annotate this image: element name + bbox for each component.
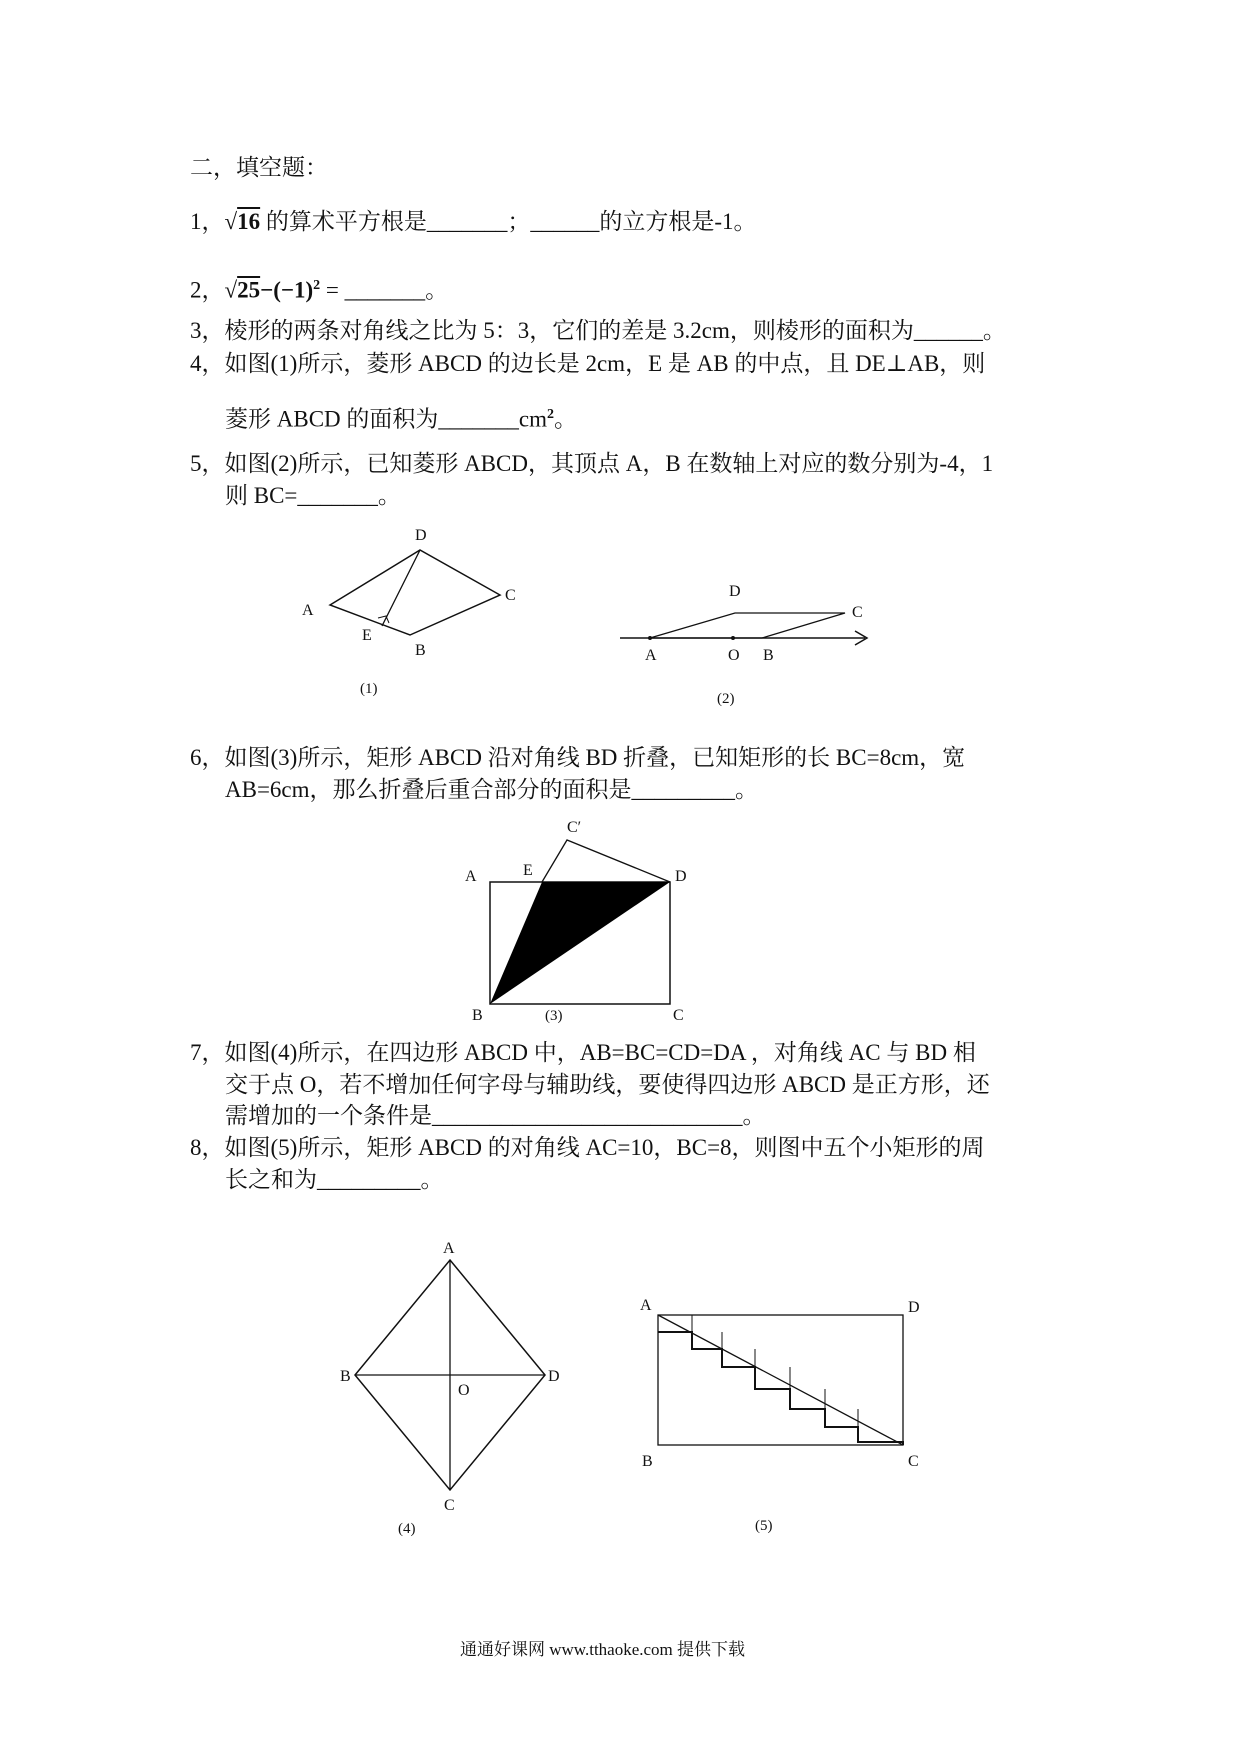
label-o: O (728, 647, 740, 664)
question-5-line-1: 5，如图(2)所示，已知菱形 ABCD，其顶点 A，B 在数轴上对应的数分别为-4，1 (190, 451, 994, 476)
figure-caption: (4) (398, 1521, 416, 1537)
question-2 (190, 271, 448, 306)
exponent: 2 (313, 278, 321, 293)
label-d: D (548, 1368, 560, 1385)
label-b: B (763, 647, 774, 664)
figure-caption: (2) (717, 691, 735, 707)
label-c: C (505, 587, 516, 604)
point-o (731, 636, 735, 640)
staircase-rectangles (658, 1332, 903, 1445)
question-text: = _______。 (320, 277, 449, 303)
label-b: B (415, 642, 426, 659)
question-7-line-2: 交于点 O，若不增加任何字母与辅助线，要使得四边形 ABCD 是正方形，还 (225, 1072, 990, 1097)
label-a: A (443, 1240, 455, 1257)
label-e: E (523, 862, 533, 879)
question-4-line-1: 4，如图(1)所示，菱形 ABCD 的边长是 2cm，E 是 AB 的中点，且 DE⊥AB，则 (190, 351, 986, 376)
overlap-triangle (490, 882, 670, 1004)
label-a: A (465, 868, 477, 885)
figure-1 (290, 520, 530, 705)
rhombus-abcd (650, 613, 845, 638)
section-title: 二，填空题： (190, 155, 328, 180)
question-7-line-1: 7，如图(4)所示，在四边形 ABCD 中，AB=BC=CD=DA ，对角线 AC 与 BD 相 (190, 1040, 976, 1065)
label-a: A (302, 602, 314, 619)
label-d: D (675, 868, 687, 885)
question-7-line-3: 需增加的一个条件是___________________________。 (225, 1103, 766, 1128)
label-d: D (908, 1299, 920, 1316)
question-end: 。 (554, 406, 577, 432)
sqrt-expression: √16 (224, 209, 261, 234)
question-5-line-2: 则 BC=_______。 (225, 483, 401, 508)
question-text: 的算术平方根是_______；______的立方根是-1。 (265, 209, 757, 234)
figure-3 (455, 815, 705, 1025)
sqrt-expression: √25 (224, 277, 261, 303)
label-b: B (642, 1453, 653, 1470)
point-a (648, 636, 652, 640)
label-c: C (852, 604, 863, 621)
figure-caption: (1) (360, 681, 378, 697)
question-3: 3，棱形的两条对角线之比为 5：3，它们的差是 3.2cm，则棱形的面积为______。 (190, 318, 1006, 343)
label-c: C (673, 1007, 684, 1024)
expression: −(−1) (260, 277, 314, 303)
label-d: D (729, 583, 741, 600)
exponent: 2 (547, 407, 554, 422)
small-rectangle-edges (658, 1315, 858, 1442)
label-c-prime: C′ (567, 819, 582, 836)
figure-4 (330, 1235, 580, 1545)
figure-2 (615, 575, 895, 715)
label-e: E (362, 627, 372, 644)
label-b: B (472, 1007, 483, 1024)
question-1 (190, 207, 757, 237)
question-8-line-1: 8，如图(5)所示，矩形 ABCD 的对角线 AC=10，BC=8，则图中五个小矩形的周 (190, 1135, 985, 1160)
figure-5 (620, 1290, 940, 1540)
footer: 通通好课网 www.tthaoke.com 提供下载 (460, 1640, 746, 1659)
label-a: A (640, 1297, 652, 1314)
question-6-line-1: 6，如图(3)所示，矩形 ABCD 沿对角线 BD 折叠，已知矩形的长 BC=8cm，宽 (190, 745, 966, 770)
label-c: C (908, 1453, 919, 1470)
radicand: 25 (237, 277, 261, 303)
label-a: A (645, 647, 657, 664)
label-c: C (444, 1497, 455, 1514)
figure-caption: (5) (755, 1518, 773, 1534)
question-8-line-2: 长之和为_________。 (225, 1167, 444, 1192)
question-text: 菱形 ABCD 的面积为_______cm (225, 406, 547, 432)
rhombus-abcd (330, 550, 500, 635)
label-d: D (415, 527, 427, 544)
question-number: 1， (190, 209, 225, 234)
diagonal-ac (658, 1315, 903, 1445)
figure-caption: (3) (545, 1008, 563, 1024)
question-4-line-2 (225, 400, 577, 435)
label-o: O (458, 1382, 470, 1399)
label-b: B (340, 1368, 351, 1385)
question-number: 2， (190, 277, 225, 303)
question-6-line-2: AB=6cm，那么折叠后重合部分的面积是_________。 (225, 777, 759, 802)
folded-edge (542, 840, 670, 882)
radicand: 16 (237, 209, 261, 234)
